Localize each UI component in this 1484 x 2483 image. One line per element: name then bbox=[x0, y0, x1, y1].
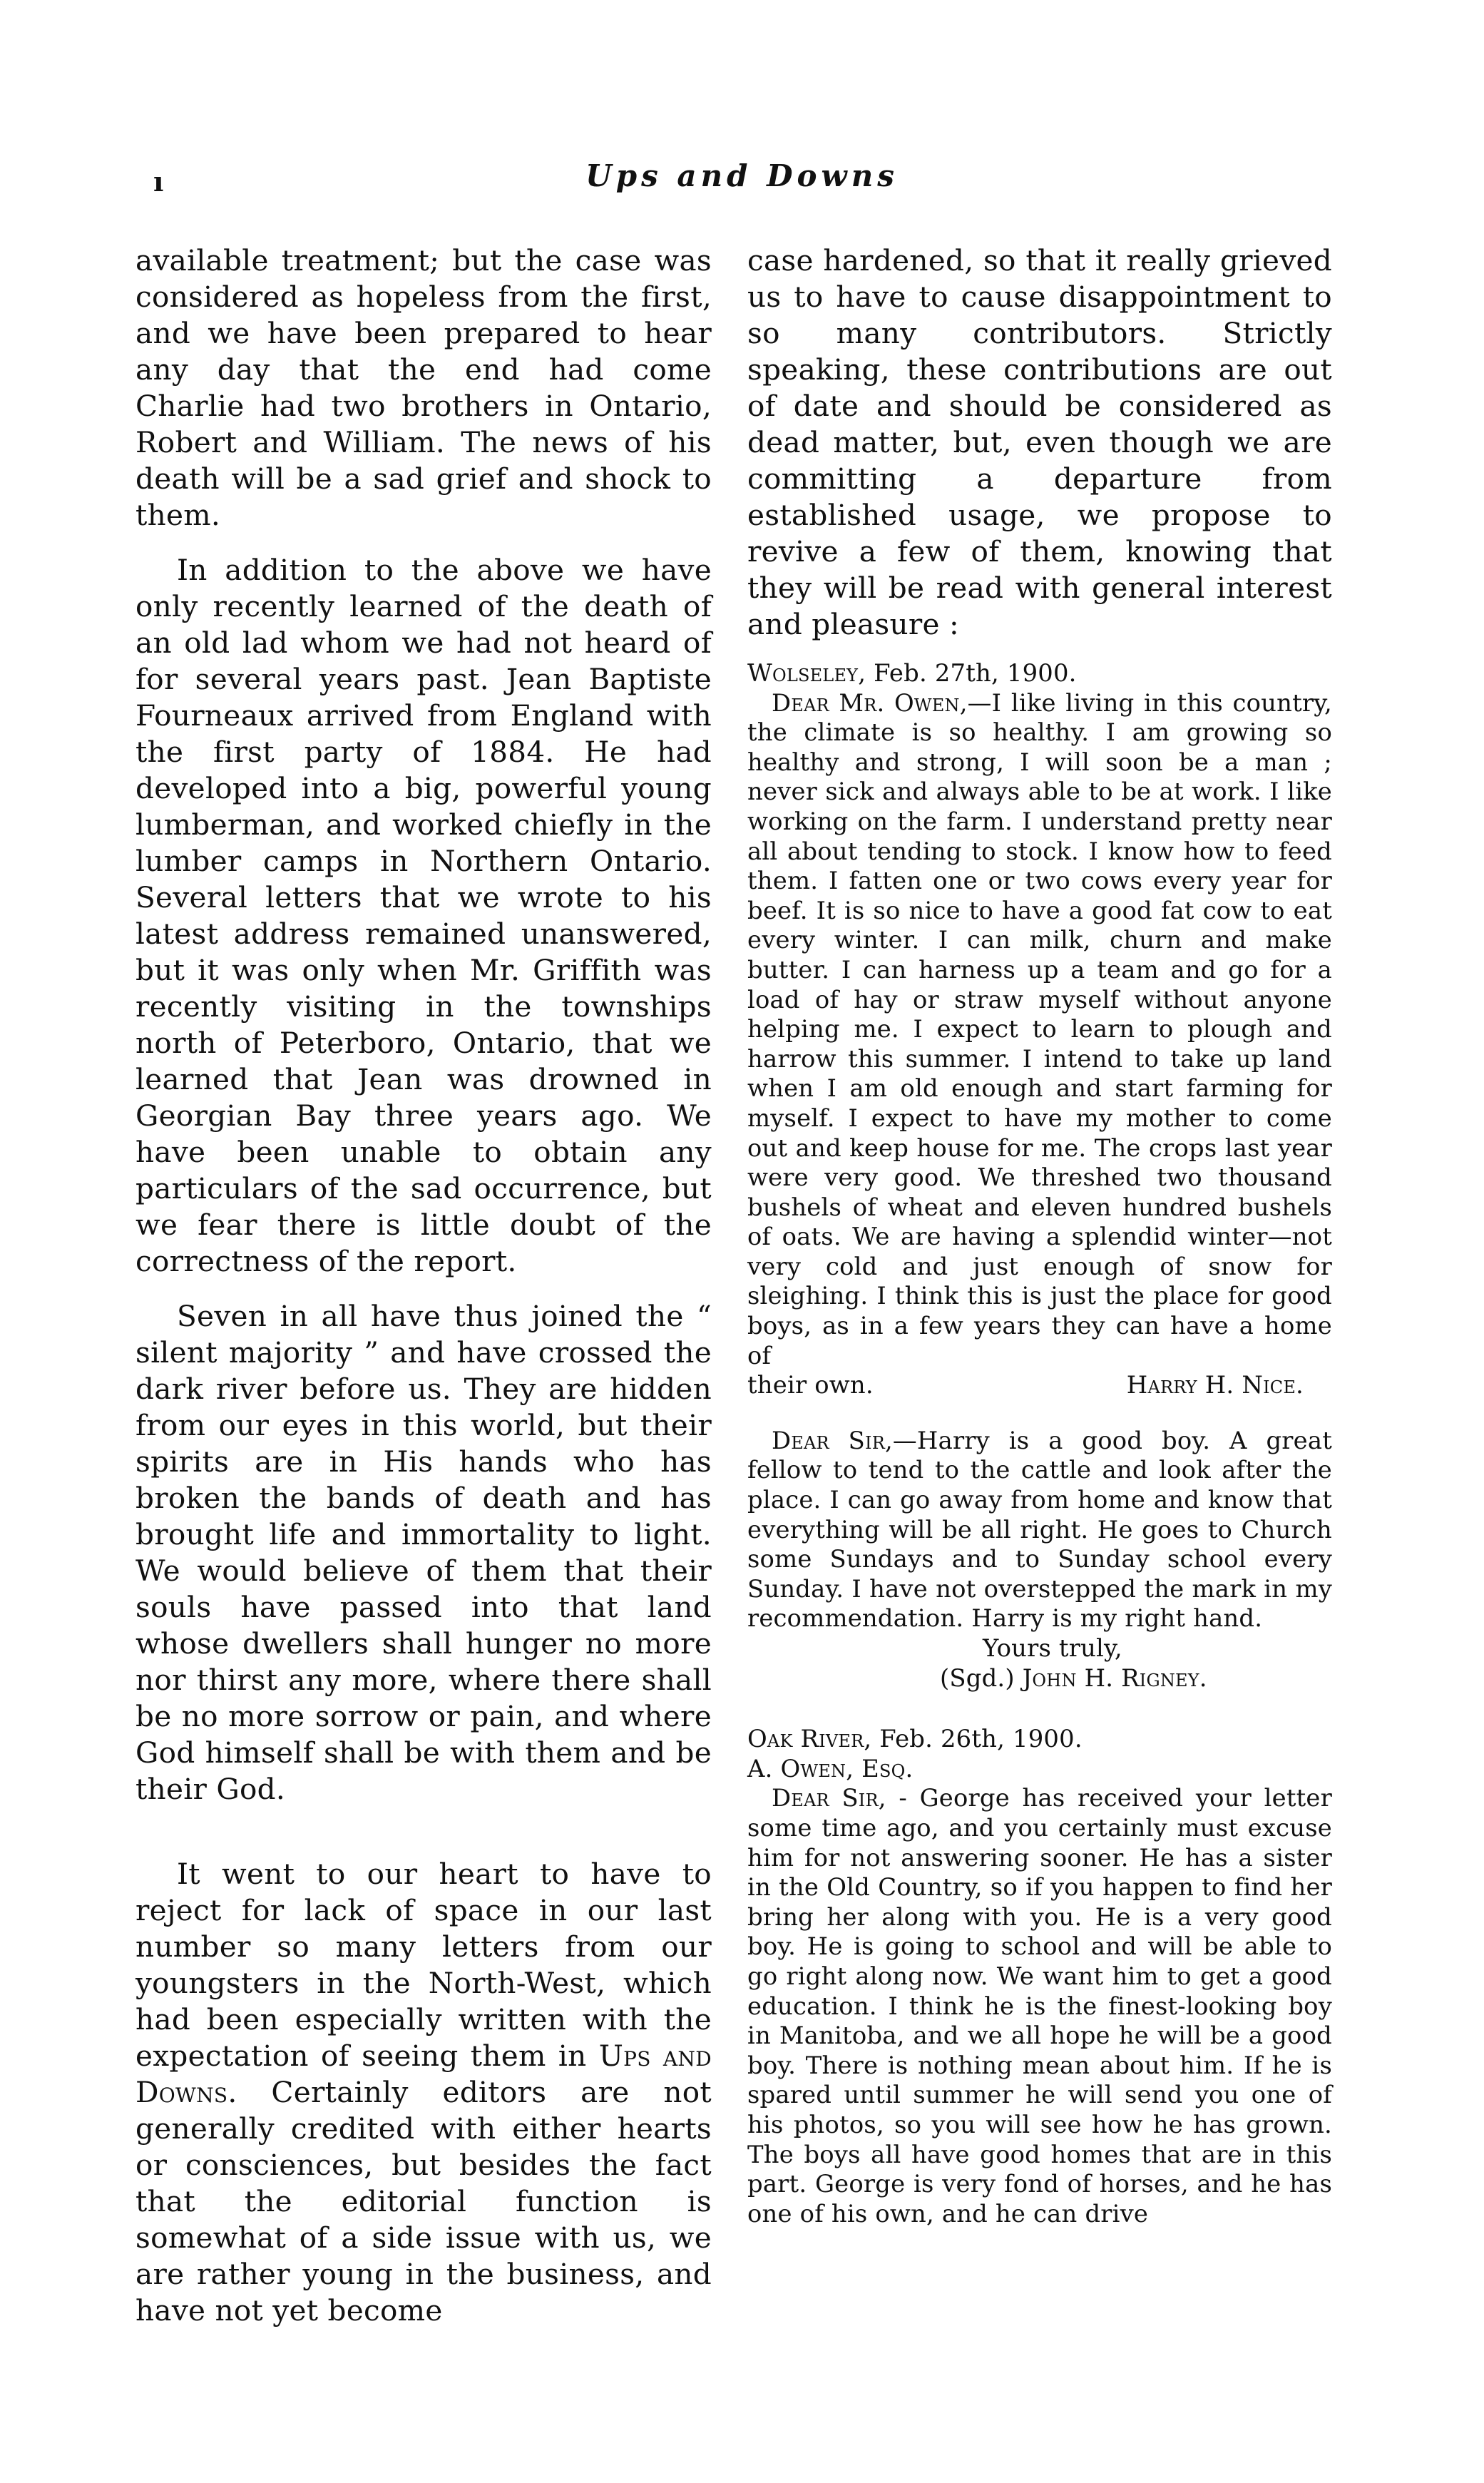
letter1-date: , Feb. 27th, 1900. bbox=[858, 659, 1077, 687]
right-article bbox=[747, 243, 1332, 643]
letter3-date: , Feb. 26th, 1900. bbox=[864, 1725, 1083, 1753]
letter2-signature: John H. Rigney. bbox=[1022, 1663, 1207, 1692]
letter1-signoff bbox=[747, 1370, 1332, 1400]
left-paragraph-4-end: . Certainly editors are not generally credited with either hearts or consciences, but besides the fact that the editorial function is somewhat of a side issue with us, we are rather young in the business, and have not yet become bbox=[135, 2075, 712, 2328]
letter3-body bbox=[747, 1783, 1332, 2228]
letter1-dateline bbox=[747, 658, 1332, 688]
running-title: Ups and Downs bbox=[585, 158, 899, 193]
left-paragraph-4-start: It went to our heart to have to reject for lack of space in our last number so many letters from our youngsters in the North-West, which had been especially written with the expectation of seeing them in bbox=[135, 1857, 712, 2073]
left-column bbox=[135, 243, 712, 2345]
letter3-place: Oak River bbox=[747, 1725, 864, 1753]
left-paragraph-4 bbox=[135, 1856, 712, 2329]
letter1-salutation: Dear Mr. Owen, bbox=[772, 688, 968, 717]
letter2-signature-line bbox=[747, 1663, 1332, 1693]
letter-harry-nice bbox=[747, 658, 1332, 1400]
page-number: ı bbox=[153, 165, 164, 198]
letter3-addressee: A. Owen, Esq. bbox=[747, 1754, 914, 1783]
letter-oak-river bbox=[747, 1724, 1332, 2228]
letter1-signature: Harry H. Nice. bbox=[1126, 1371, 1304, 1399]
letter2-sgd: (Sgd.) bbox=[940, 1663, 1023, 1692]
magazine-title-inline: Ups and Downs bbox=[135, 2039, 712, 2109]
letter2-text: —Harry is a good boy. A great fellow to tend to the cattle and look after the place. I can go away from home and know that everything will be all right. He goes to Church some Sundays and to Sunday school every Sunday. I have not overstepped the mark in my recommendation. Harry is my right hand. bbox=[747, 1426, 1332, 1633]
letter3-salutation: Dear Sir, bbox=[772, 1784, 886, 1812]
right-paragraph-1: case hardened, so that it really grieved us to have to cause disappointment to so many contributors. Strictly speaking, these contributions are out of date and should be considered as dead matter, but, even though we are committing a departure from established usage, we propose to revive a few of them, knowing that they will be read with general interest and pleasure : bbox=[747, 243, 1332, 641]
letter1-last-line: their own. bbox=[747, 1371, 874, 1399]
right-column bbox=[747, 243, 1332, 2228]
letter2-closing: Yours truly, bbox=[983, 1634, 1122, 1662]
letter1-place: Wolseley bbox=[747, 659, 859, 687]
left-paragraph-1: available treatment; but the case was considered as hopeless from the first, and we have been prepared to hear any day that the end had come Charlie had two brothers in Ontario, Robert and William. The news of his death will be a sad grief and shock to them. bbox=[135, 243, 712, 532]
letter1-text: —I like living in this country, the climate is so healthy. I am growing so healthy and strong, I will soon be a man ; never sick and always able to be at work. I like working on the farm. I understand pretty near all about tending to stock. I know how to feed them. I fatten one or two cows every year for beef. It is so nice to have a good fat cow to eat every winter. I can milk, churn and make butter. I can harness up a team and go for a load of hay or straw myself without anyone helping me. I expect to learn to plough and harrow this summer. I intend to take up land when I am old enough and start farming for myself. I expect to have my mother to come out and keep house for me. The crops last year were very good. We threshed two thousand bushels of wheat and eleven hundred bushels of oats. We are having a splendid winter—not very cold and just enough of snow for sleighing. I think this is just the place for good boys, as in a few years they can have a home of bbox=[747, 688, 1332, 1370]
left-article bbox=[135, 243, 712, 2329]
left-paragraph-2: In addition to the above we have only recently learned of the death of an old lad whom we had not heard of for several years past. Jean Baptiste Fourneaux arrived from England with the first party of 1884. He had developed into a big, powerful young lumberman, and worked chiefly in the lumber camps in Northern Ontario. Several letters that we wrote to his latest address remained unanswered, but it was only when Mr. Griffith was recently visiting in the townships north of Peterboro, Ontario, that we learned that Jean was drowned in Georgian Bay three years ago. We have been unable to obtain any particulars of the sad occurrence, but we fear there is little doubt of the correctness of the report. bbox=[135, 553, 712, 1278]
letter3-dateline bbox=[747, 1724, 1332, 1754]
letter2-salutation: Dear Sir, bbox=[772, 1426, 893, 1454]
letter1-body bbox=[747, 688, 1332, 1371]
letter2-body bbox=[747, 1426, 1332, 1633]
letter3-text: - George has received your letter some time ago, and you certainly must excuse him for not answering sooner. He has a sister in the Old Country, so if you happen to find her bring her along with you. He is a very good boy. He is going to school and will be able to go right along now. We want him to get a good education. I think he is the finest-looking boy in Manitoba, and we all hope he will be a good boy. There is nothing mean about him. If he is spared until summer he will send you one of his photos, so you will see how he has grown. The boys all have good homes that are in this part. George is very fond of horses, and he has one of his own, and he can drive bbox=[747, 1784, 1332, 2228]
left-paragraph-3: Seven in all have thus joined the “ silent majority ” and have crossed the dark river before us. They are hidden from our eyes in this world, but their spirits are in His hands who has broken the bands of death and has brought life and immortality to light. We would believe of them that their souls have passed into that land whose dwellers shall hunger no more nor thirst any more, where there shall be no more sorrow or pain, and where God himself shall be with them and be their God. bbox=[135, 1299, 712, 1806]
letter-john-rigney bbox=[747, 1426, 1332, 1693]
